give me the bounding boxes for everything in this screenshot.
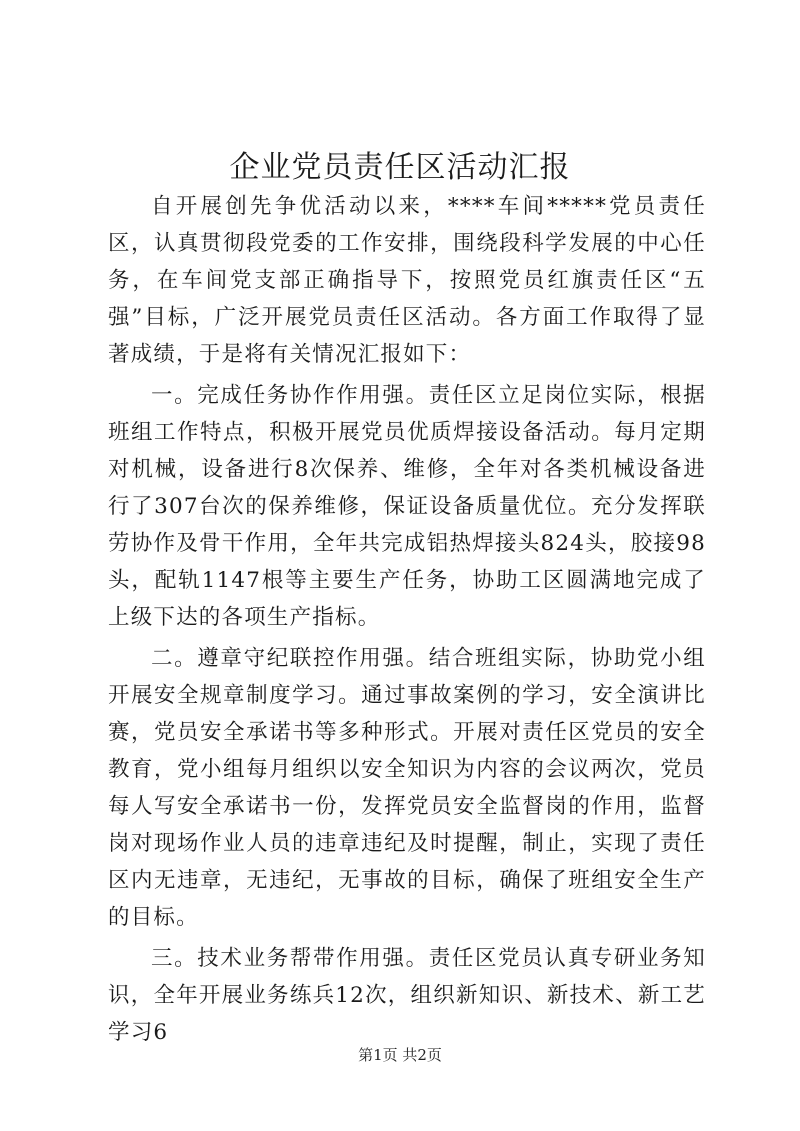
paragraph-section-3: 三。技术业务帮带作用强。责任区党员认真专研业务知识，全年开展业务练兵12次，组织新知识、新技术、新工艺学习6 (108, 946, 706, 1045)
document-body (108, 188, 706, 1051)
document-title: 企业党员责任区活动汇报 (229, 150, 571, 185)
page-number-footer: 第1页 共2页 (358, 1046, 442, 1064)
paragraph-section-2: 二。遵章守纪联控作用强。结合班组实际，协助党小组开展安全规章制度学习。通过事故案例的学习，安全演讲比赛，党员安全承诺书等多种形式。开展对责任区党员的安全教育，党小组每月组织以安全知识为内容的会议两次，党员每人写安全承诺书一份，发挥党员安全监督岗的作用，监督岗对现场作业人员的违章违纪及时提醒，制止，实现了责任区内无违章，无违纪，无事故的目标，确保了班组安全生产的目标。 (108, 646, 706, 930)
paragraph-section-1: 一。完成任务协作作用强。责任区立足岗位实际，根据班组工作特点，积极开展党员优质焊接设备活动。每月定期对机械，设备进行8次保养、维修，全年对各类机械设备进行了307台次的保养维修，保证设备质量优位。充分发挥联劳协作及骨干作用，全年共完成铝热焊接头824头，胶接98头，配轨1147根等主要生产任务，协助工区圆满地完成了上级下达的各项生产指标。 (108, 383, 706, 630)
paragraph-intro: 自开展创先争优活动以来，****车间*****党员责任区，认真贯彻段党委的工作安排，围绕段科学发展的中心任务，在车间党支部正确指导下，按照党员红旗责任区“五强”目标，广泛开展党员责任区活动。各方面工作取得了显著成绩，于是将有关情况汇报如下： (108, 194, 706, 367)
